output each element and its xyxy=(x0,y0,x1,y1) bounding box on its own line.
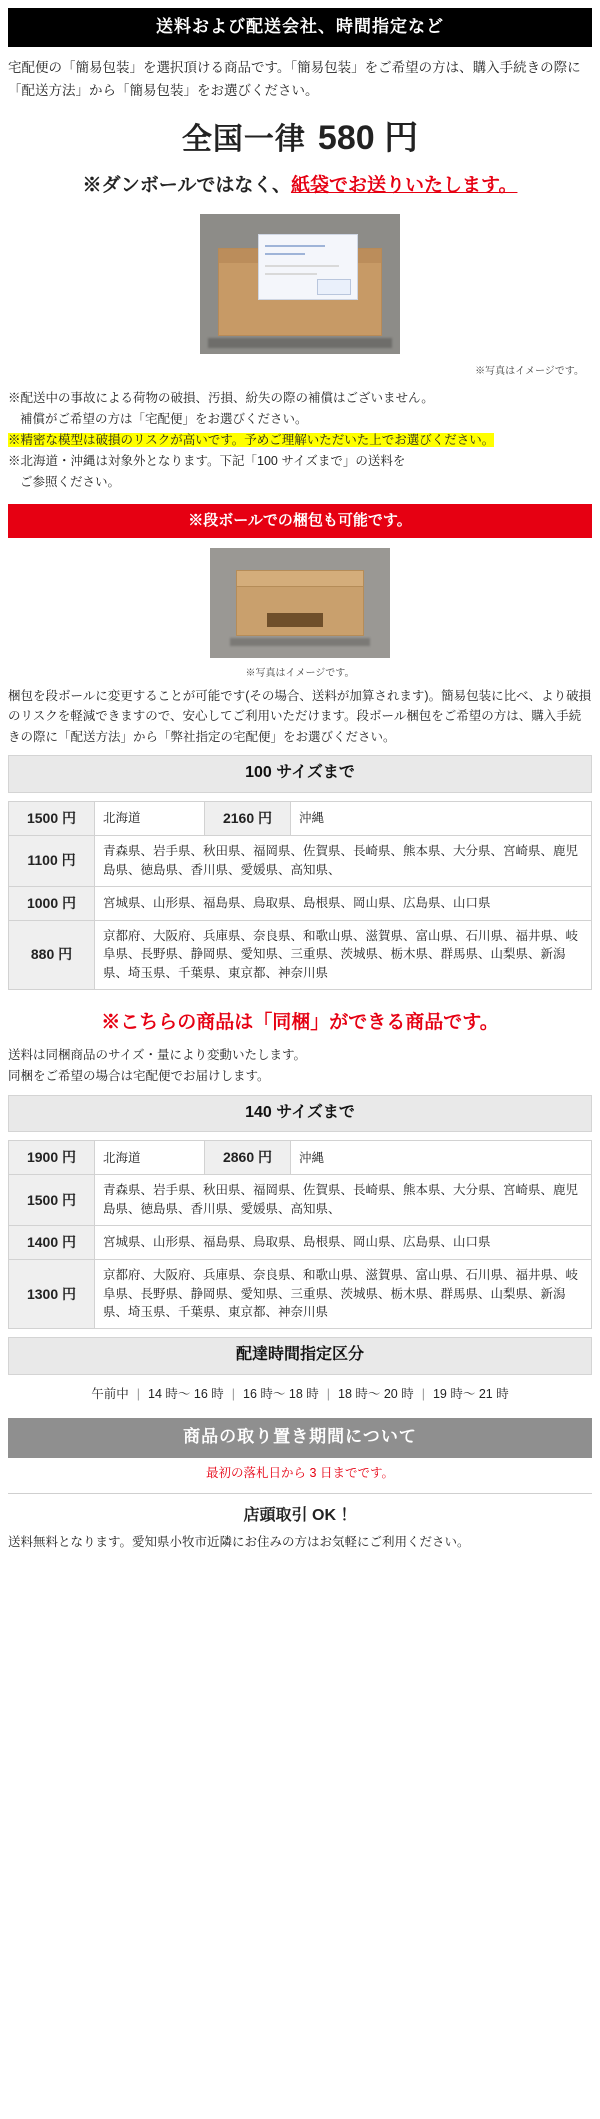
price-cell: 1500 円 xyxy=(9,1175,95,1226)
section-header-shipping: 送料および配送会社、時間指定など xyxy=(8,8,592,47)
cardboard-banner: ※段ボールでの梱包も可能です。 xyxy=(8,504,592,538)
area-cell: 京都府、大阪府、兵庫県、奈良県、和歌山県、滋賀県、富山県、石川県、福井県、岐阜県、長野県、静岡県、愛知県、三重県、茨城県、栃木県、群馬県、山梨県、新潟県、埼玉県、千葉県、東京都、神奈川県 xyxy=(95,920,592,989)
photo-shadow xyxy=(208,338,392,348)
table-row xyxy=(9,1259,592,1328)
price-amount: 580 円 xyxy=(317,118,419,157)
price-cell: 1500 円 xyxy=(9,802,95,836)
price-cell: 2160 円 xyxy=(205,802,291,836)
note-line: ※北海道・沖縄は対象外となります。下記「100 サイズまで」の送料を xyxy=(8,453,406,468)
time-slot: 16 時〜 18 時 xyxy=(243,1386,319,1401)
nationwide-price xyxy=(0,112,600,165)
table-row xyxy=(9,1225,592,1259)
hold-period-title: 商品の取り置き期間について xyxy=(8,1418,592,1457)
slip-line xyxy=(265,245,325,247)
area-cell: 北海道 xyxy=(95,1141,205,1175)
slip-box xyxy=(317,279,351,295)
combine-text-2: 同梱をご希望の場合は宅配便でお届けします。 xyxy=(8,1069,270,1084)
shipping-notes xyxy=(0,388,600,492)
area-cell: 沖縄 xyxy=(291,1141,592,1175)
paper-bag-note xyxy=(0,171,600,200)
area-cell: 青森県、岩手県、秋田県、福岡県、佐賀県、長崎県、熊本県、大分県、宮崎県、鹿児島県、徳島県、香川県、愛媛県、高知県、 xyxy=(95,1175,592,1226)
photo-cardboard-image xyxy=(210,548,390,658)
note-line-highlighted xyxy=(8,430,592,450)
slip-line xyxy=(265,253,305,255)
time-slot: 18 時〜 20 時 xyxy=(338,1386,414,1401)
price-cell: 1100 円 xyxy=(9,836,95,887)
cardboard-box-shape xyxy=(236,570,364,636)
cardboard-description: 梱包を段ボールに変更することが可能です(その場合、送料が加算されます)。簡易包装に比べ、より破損のリスクを軽減できますので、安心してご利用いただけます。段ボール梱包をご希望の方は、購入手続きの際に「配送方法」から「弊社指定の宅配便」をお選びください。 xyxy=(8,688,592,744)
time-slot: 19 時〜 21 時 xyxy=(432,1386,509,1401)
combine-headline: ※こちらの商品は「同梱」ができる商品です。 xyxy=(101,1011,499,1033)
note-highlight: ※精密な模型は破損のリスクが高いです。予めご理解いただいた上でお選びください。 xyxy=(8,432,495,447)
area-cell: 北海道 xyxy=(95,802,205,836)
store-pickup-block xyxy=(0,1533,600,1552)
area-cell: 京都府、大阪府、兵庫県、奈良県、和歌山県、滋賀県、富山県、石川県、福井県、岐阜県、長野県、静岡県、愛知県、三重県、茨城県、栃木県、群馬県、山梨県、新潟県、埼玉県、千葉県、東京都、神奈川県 xyxy=(95,1259,592,1328)
paper-bag-note-emphasis: 紙袋でお送りいたします。 xyxy=(290,174,518,196)
paper-bag-note-prefix: ※ダンボールではなく、 xyxy=(82,174,291,196)
time-slot-separator: | xyxy=(326,1386,330,1401)
intro-text: 宅配便の「簡易包装」を選択頂ける商品です。「簡易包装」をご希望の方は、購入手続きの際に「配送方法」から「簡易包装」をお選びください。 xyxy=(8,60,581,98)
photo-shadow xyxy=(230,638,370,646)
price-cell: 1000 円 xyxy=(9,886,95,920)
area-cell: 沖縄 xyxy=(291,802,592,836)
area-cell: 宮城県、山形県、福島県、鳥取県、島根県、岡山県、広島県、山口県 xyxy=(95,886,592,920)
note-line: 補償がご希望の方は「宅配便」をお選びください。 xyxy=(20,411,308,426)
area-cell: 宮城県、山形県、福島県、鳥取県、島根県、岡山県、広島県、山口県 xyxy=(95,1225,592,1259)
size-140-title: 140 サイズまで xyxy=(8,1095,592,1133)
combine-text-block xyxy=(0,1045,600,1086)
hold-period-text: 最初の落札日から 3 日までです。 xyxy=(206,1465,394,1480)
area-cell: 青森県、岩手県、秋田県、福岡県、佐賀県、長崎県、熊本県、大分県、宮崎県、鹿児島県、徳島県、香川県、愛媛県、高知県、 xyxy=(95,836,592,887)
price-cell: 1300 円 xyxy=(9,1259,95,1328)
price-cell: 2860 円 xyxy=(205,1141,291,1175)
table-row xyxy=(9,920,592,989)
table-row xyxy=(9,802,592,836)
shipping-slip-shape xyxy=(258,234,358,300)
slip-line xyxy=(265,273,317,275)
table-row xyxy=(9,886,592,920)
slip-line xyxy=(265,265,339,267)
table-row xyxy=(9,1141,592,1175)
cardboard-tape xyxy=(267,613,323,627)
delivery-time-slots xyxy=(8,1383,592,1408)
cardboard-description-block xyxy=(0,686,600,748)
photo-envelope-image xyxy=(200,214,400,354)
time-slot-separator: | xyxy=(231,1386,236,1401)
photo-envelope xyxy=(0,214,600,360)
photo-envelope-caption: ※写真はイメージです。 xyxy=(475,366,584,378)
note-line: ※配送中の事故による荷物の破損、汚損、紛失の際の補償はございません。 xyxy=(8,390,434,405)
table-row xyxy=(9,1175,592,1226)
price-cell: 1400 円 xyxy=(9,1225,95,1259)
size-100-title: 100 サイズまで xyxy=(8,755,592,793)
time-slot: 午前中 xyxy=(91,1386,129,1401)
divider xyxy=(8,1493,592,1494)
delivery-time-title: 配達時間指定区分 xyxy=(8,1337,592,1375)
time-slot-separator: | xyxy=(136,1386,141,1401)
store-pickup-text: 送料無料となります。愛知県小牧市近隣にお住みの方はお気軽にご利用ください。 xyxy=(8,1534,470,1549)
shipping-info-page xyxy=(0,8,600,1562)
store-pickup-title: 店頭取引 OK ！ xyxy=(243,1507,357,1525)
shipping-table-140 xyxy=(8,1140,592,1329)
price-cell: 1900 円 xyxy=(9,1141,95,1175)
shipping-table-100 xyxy=(8,801,592,990)
time-slot: 14 時〜 16 時 xyxy=(148,1386,224,1401)
note-line: ご参照ください。 xyxy=(20,474,121,489)
price-cell: 880 円 xyxy=(9,920,95,989)
price-label: 全国一律 xyxy=(181,122,306,156)
photo-cardboard xyxy=(0,548,600,682)
time-slot-separator: | xyxy=(421,1386,425,1401)
photo-cardboard-caption: ※写真はイメージです。 xyxy=(245,668,355,680)
table-row xyxy=(9,836,592,887)
cardboard-lid xyxy=(237,571,363,587)
intro-block xyxy=(0,57,600,102)
combine-text-1: 送料は同梱商品のサイズ・量により変動いたします。 xyxy=(8,1048,307,1063)
